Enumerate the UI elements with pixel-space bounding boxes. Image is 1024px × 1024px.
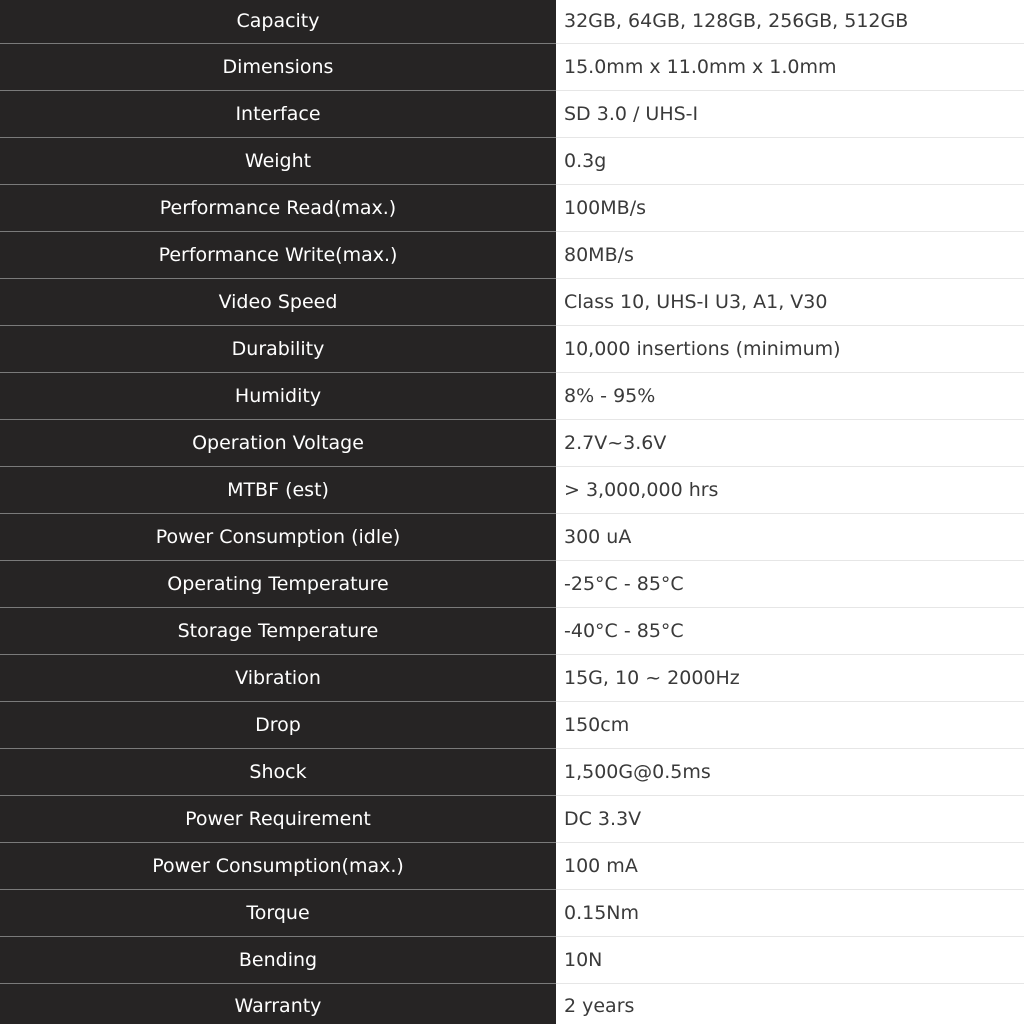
spec-label: Video Speed	[0, 278, 556, 325]
spec-value: 0.15Nm	[556, 889, 1024, 936]
spec-value: 150cm	[556, 701, 1024, 748]
table-row	[0, 560, 1024, 607]
spec-value: > 3,000,000 hrs	[556, 466, 1024, 513]
table-row	[0, 184, 1024, 231]
spec-label: Drop	[0, 701, 556, 748]
spec-value: 15.0mm x 11.0mm x 1.0mm	[556, 43, 1024, 90]
spec-value: 32GB, 64GB, 128GB, 256GB, 512GB	[556, 0, 1024, 43]
table-row	[0, 372, 1024, 419]
spec-value: 300 uA	[556, 513, 1024, 560]
spec-value: 8% - 95%	[556, 372, 1024, 419]
spec-label: Bending	[0, 936, 556, 983]
spec-value: -40°C - 85°C	[556, 607, 1024, 654]
spec-label: Power Consumption(max.)	[0, 842, 556, 889]
spec-label: MTBF (est)	[0, 466, 556, 513]
table-row	[0, 936, 1024, 983]
table-row	[0, 466, 1024, 513]
spec-value: 2.7V~3.6V	[556, 419, 1024, 466]
table-row	[0, 889, 1024, 936]
table-row	[0, 90, 1024, 137]
spec-label: Performance Read(max.)	[0, 184, 556, 231]
spec-value: Class 10, UHS-I U3, A1, V30	[556, 278, 1024, 325]
spec-value: 10N	[556, 936, 1024, 983]
spec-label: Capacity	[0, 0, 556, 43]
table-row	[0, 748, 1024, 795]
table-row	[0, 325, 1024, 372]
spec-label: Power Requirement	[0, 795, 556, 842]
table-row	[0, 654, 1024, 701]
spec-label: Torque	[0, 889, 556, 936]
spec-label: Shock	[0, 748, 556, 795]
spec-value: SD 3.0 / UHS-I	[556, 90, 1024, 137]
spec-value: 10,000 insertions (minimum)	[556, 325, 1024, 372]
spec-value: 15G, 10 ~ 2000Hz	[556, 654, 1024, 701]
spec-label: Operation Voltage	[0, 419, 556, 466]
table-row	[0, 701, 1024, 748]
spec-label: Humidity	[0, 372, 556, 419]
spec-label: Weight	[0, 137, 556, 184]
table-row	[0, 983, 1024, 1024]
table-row	[0, 0, 1024, 43]
spec-label: Vibration	[0, 654, 556, 701]
spec-label: Performance Write(max.)	[0, 231, 556, 278]
spec-value: DC 3.3V	[556, 795, 1024, 842]
spec-label: Power Consumption (idle)	[0, 513, 556, 560]
table-row	[0, 607, 1024, 654]
spec-label: Dimensions	[0, 43, 556, 90]
spec-label: Warranty	[0, 983, 556, 1024]
spec-label: Interface	[0, 90, 556, 137]
table-row	[0, 43, 1024, 90]
spec-label: Storage Temperature	[0, 607, 556, 654]
table-row	[0, 513, 1024, 560]
table-row	[0, 231, 1024, 278]
spec-value: 100 mA	[556, 842, 1024, 889]
table-row	[0, 419, 1024, 466]
spec-value: 1,500G@0.5ms	[556, 748, 1024, 795]
table-row	[0, 795, 1024, 842]
spec-value: 100MB/s	[556, 184, 1024, 231]
spec-value: -25°C - 85°C	[556, 560, 1024, 607]
spec-label: Operating Temperature	[0, 560, 556, 607]
spec-value: 2 years	[556, 983, 1024, 1024]
table-row	[0, 278, 1024, 325]
spec-value: 80MB/s	[556, 231, 1024, 278]
table-row	[0, 842, 1024, 889]
spec-value: 0.3g	[556, 137, 1024, 184]
spec-label: Durability	[0, 325, 556, 372]
table-row	[0, 137, 1024, 184]
